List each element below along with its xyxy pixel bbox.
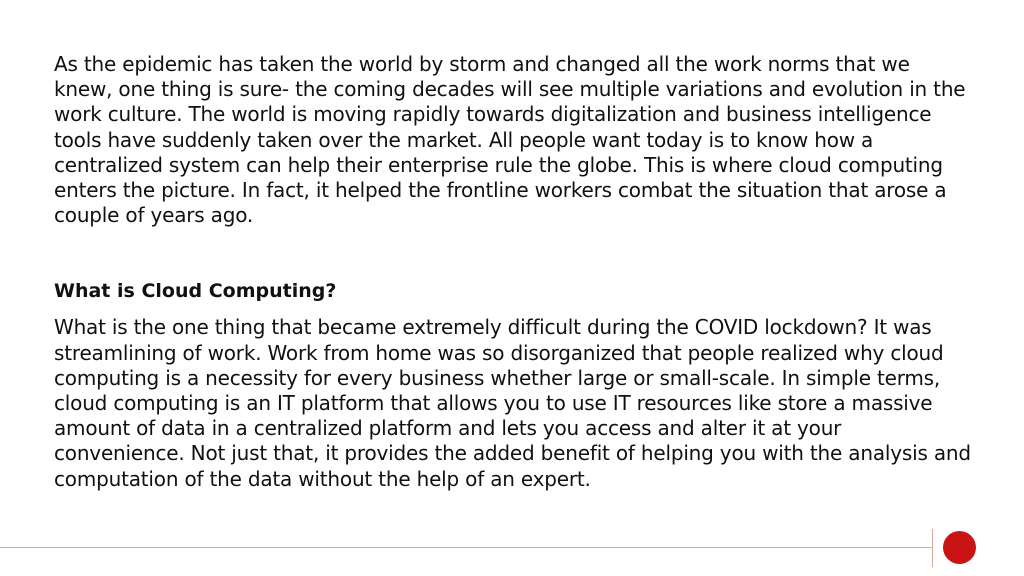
footer-divider xyxy=(0,547,932,548)
section-heading: What is Cloud Computing? xyxy=(54,280,337,303)
intro-paragraph: As the epidemic has taken the world by storm and changed all the work norms that we knew, one thing is sure- the coming decades will see multiple variations and evolution in the work culture. The world is moving rapidly towards digitalization and business intelligence tools have suddenly taken over the market. All people want today is to know how a centralized system can help their enterprise rule the globe. This is where cloud computing enters the picture. In fact, it helped the frontline workers combat the situation that arose a couple of years ago. xyxy=(54,52,966,228)
footer-tick-divider xyxy=(932,529,933,567)
definition-paragraph: What is the one thing that became extremely difficult during the COVID lockdown? It was streamlining of work. Work from home was so disorganized that people realized why cloud computing is a necessity for every business whether large or small-scale. In simple terms, cloud computing is an IT platform that allows you to use IT resources like store a massive amount of data in a centralized platform and lets you access and alter it at your convenience. Not just that, it provides the added benefit of helping you with the analysis and computation of the data without the help of an expert. xyxy=(54,315,971,491)
red-circle-icon xyxy=(943,531,976,564)
slide-content xyxy=(54,52,974,492)
